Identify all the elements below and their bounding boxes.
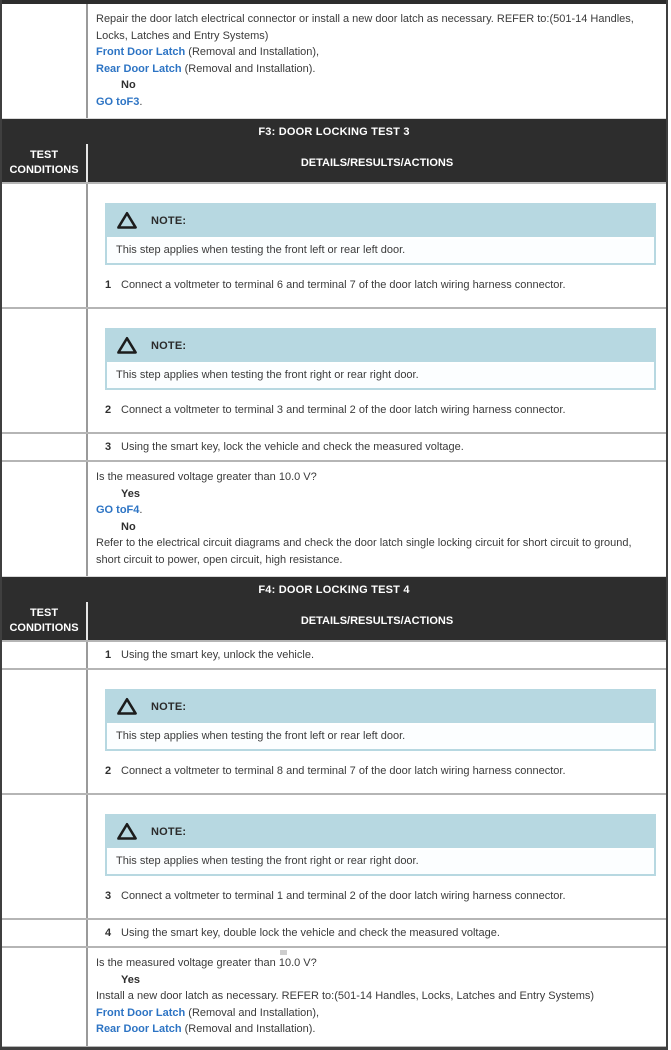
details-cell <box>88 309 666 432</box>
table-row <box>2 640 666 668</box>
step-line <box>105 763 656 779</box>
column-header-row <box>2 602 666 640</box>
test-conditions-cell <box>2 642 88 668</box>
test-conditions-cell <box>2 434 88 460</box>
step-text: Connect a voltmeter to terminal 6 and terminal 7 of the door latch wiring harness connector. <box>121 279 566 291</box>
note-label: NOTE: <box>151 339 187 352</box>
details-cell <box>88 920 666 946</box>
note-text: This step applies when testing the front right or rear right door. <box>107 362 654 388</box>
no-answer-label: No <box>121 79 136 91</box>
yes-answer-label: Yes <box>121 487 140 500</box>
go-to-f3-link[interactable]: GO toF3 <box>96 95 140 108</box>
details-cell <box>88 434 666 460</box>
note-box <box>105 689 656 751</box>
note-header <box>107 203 654 237</box>
details-results-actions-header: DETAILS/RESULTS/ACTIONS <box>88 602 666 640</box>
yes-action-text: Install a new door latch as necessary. REFER to:(501-14 Handles, Locks, Latches and Entry Systems) <box>96 990 595 1002</box>
table-row <box>2 4 666 118</box>
step-number: 1 <box>105 279 112 291</box>
step-text: Connect a voltmeter to terminal 8 and terminal 7 of the door latch wiring harness connector. <box>121 765 566 777</box>
no-action-text: Refer to the electrical circuit diagrams and check the door latch single locking circuit for short circuit to ground, short circuit to power, open circuit, high resistance. <box>96 537 632 566</box>
test-conditions-cell <box>2 184 88 307</box>
table-row <box>2 946 666 1047</box>
note-box <box>105 203 656 265</box>
note-triangle-icon <box>116 336 138 355</box>
step-line <box>105 647 314 663</box>
note-triangle-icon <box>116 211 138 230</box>
table-row <box>2 918 666 946</box>
details-cell <box>88 462 666 576</box>
table-row <box>2 307 666 432</box>
link-suffix-text: (Removal and Installation). <box>181 62 316 75</box>
step-line <box>105 888 656 904</box>
note-triangle-icon <box>116 697 138 716</box>
note-label: NOTE: <box>151 825 187 838</box>
step-number: 3 <box>105 890 112 902</box>
step-text: Using the smart key, lock the vehicle and check the measured voltage. <box>121 441 464 453</box>
front-door-latch-link[interactable]: Front Door Latch <box>96 1006 186 1019</box>
step-text: Connect a voltmeter to terminal 1 and terminal 2 of the door latch wiring harness connector. <box>121 890 566 902</box>
test-conditions-cell <box>2 4 88 118</box>
note-header <box>107 814 654 848</box>
step-line <box>105 402 656 418</box>
table-row <box>2 432 666 460</box>
question-text: Is the measured voltage greater than 10.0 V? <box>96 471 317 483</box>
step-text: Using the smart key, double lock the vehicle and check the measured voltage. <box>121 927 500 939</box>
details-cell <box>88 642 666 668</box>
details-cell <box>88 4 666 118</box>
details-cell <box>88 948 666 1046</box>
question-text: Is the measured voltage greater than 10.0 V? <box>96 957 317 969</box>
note-text: This step applies when testing the front right or rear right door. <box>107 848 654 874</box>
details-cell <box>88 184 666 307</box>
test-conditions-cell <box>2 462 88 576</box>
yes-answer-label: Yes <box>121 973 140 986</box>
step-number: 3 <box>105 441 112 453</box>
step-number: 1 <box>105 649 112 661</box>
link-suffix-text: (Removal and Installation), <box>185 46 320 58</box>
period-text: . <box>139 504 143 516</box>
table-row <box>2 793 666 918</box>
table-row <box>2 182 666 307</box>
horizontal-scrollbar-thumb[interactable] <box>280 950 287 955</box>
step-number: 4 <box>105 927 112 939</box>
test-conditions-cell <box>2 309 88 432</box>
table-row <box>2 460 666 576</box>
test-conditions-header: TEST CONDITIONS <box>2 602 88 640</box>
note-header <box>107 689 654 723</box>
note-text: This step applies when testing the front left or rear left door. <box>107 237 654 263</box>
test-conditions-cell <box>2 920 88 946</box>
step-text: Using the smart key, unlock the vehicle. <box>121 649 314 661</box>
rear-door-latch-link[interactable]: Rear Door Latch <box>96 62 182 75</box>
test-conditions-cell <box>2 948 88 1046</box>
note-label: NOTE: <box>151 700 187 713</box>
section-title-f3: F3: DOOR LOCKING TEST 3 <box>2 118 666 144</box>
step-number: 2 <box>105 404 112 416</box>
link-suffix-text: (Removal and Installation), <box>185 1006 320 1019</box>
step-line <box>105 439 464 455</box>
section-title-f4: F4: DOOR LOCKING TEST 4 <box>2 576 666 602</box>
table-row <box>2 668 666 793</box>
details-cell <box>88 795 666 918</box>
step-text: Connect a voltmeter to terminal 3 and terminal 2 of the door latch wiring harness connector. <box>121 404 566 416</box>
details-results-actions-header: DETAILS/RESULTS/ACTIONS <box>88 144 666 182</box>
repair-instruction-text: Repair the door latch electrical connector or install a new door latch as necessary. REFER to:(501-14 Handles, Locks, Latches and Entry Systems) <box>96 13 634 42</box>
step-line <box>105 277 656 293</box>
note-label: NOTE: <box>151 214 187 227</box>
step-number: 2 <box>105 765 112 777</box>
test-conditions-cell <box>2 670 88 793</box>
note-box <box>105 328 656 390</box>
note-text: This step applies when testing the front left or rear left door. <box>107 723 654 749</box>
note-header <box>107 328 654 362</box>
note-triangle-icon <box>116 822 138 841</box>
go-to-f4-link[interactable]: GO toF4 <box>96 504 140 516</box>
no-answer-label: No <box>121 520 136 533</box>
test-conditions-cell <box>2 795 88 918</box>
step-line <box>105 925 500 941</box>
front-door-latch-link[interactable]: Front Door Latch <box>96 46 186 58</box>
period-text: . <box>139 95 143 108</box>
test-conditions-header: TEST CONDITIONS <box>2 144 88 182</box>
rear-door-latch-link[interactable]: Rear Door Latch <box>96 1023 182 1035</box>
link-suffix-text: (Removal and Installation). <box>181 1023 316 1035</box>
note-box <box>105 814 656 876</box>
details-cell <box>88 670 666 793</box>
column-header-row <box>2 144 666 182</box>
